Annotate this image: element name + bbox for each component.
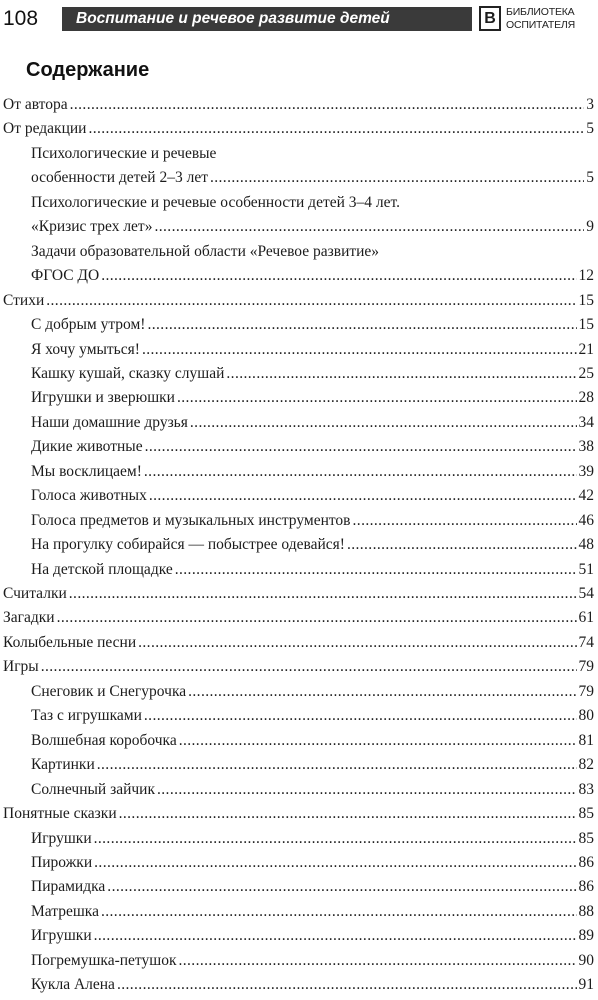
toc-entry-page: 15 xyxy=(578,291,594,309)
toc-entry-title: Наши домашние друзья xyxy=(31,413,188,431)
dot-leader xyxy=(177,387,577,409)
dot-leader xyxy=(69,583,577,605)
toc-entry-title: Голоса животных xyxy=(31,487,147,505)
toc-entry-page: 91 xyxy=(578,976,594,994)
toc-entry-title: Игрушки и зверюшки xyxy=(31,389,175,407)
dot-leader xyxy=(226,363,576,385)
dot-leader xyxy=(70,94,585,116)
dot-leader xyxy=(46,290,576,312)
dot-leader xyxy=(117,974,577,996)
toc-entry-page: 5 xyxy=(586,120,594,138)
toc-entry-page: 80 xyxy=(578,707,594,725)
toc-entry-page: 15 xyxy=(578,316,594,334)
toc-entry-title: Снеговик и Снегурочка xyxy=(31,682,187,700)
toc-entry-title: Колыбельные песни xyxy=(3,633,137,651)
toc-entry-title: На прогулку собирайся — побыстрее одевайся! xyxy=(31,536,345,554)
dot-leader xyxy=(178,950,576,972)
toc-entry-page: 34 xyxy=(578,413,594,431)
logo-text xyxy=(506,6,575,31)
toc-entry-page: 90 xyxy=(578,951,594,969)
toc-entry-title: Кашку кушай, сказку слушай xyxy=(31,364,225,382)
toc-entry-title: Понятные сказки xyxy=(3,805,117,823)
toc-entry-page: 21 xyxy=(578,340,594,358)
dot-leader xyxy=(97,754,577,776)
toc-entry-title: Загадки xyxy=(3,609,55,627)
toc-entry-page: 74 xyxy=(578,633,594,651)
toc-heading: Содержание xyxy=(26,59,150,81)
toc-entry-page: 88 xyxy=(578,902,594,920)
dot-leader xyxy=(149,485,577,507)
series-logo xyxy=(479,5,595,33)
dot-leader xyxy=(179,730,577,752)
toc-entry-title: От автора xyxy=(3,96,68,113)
toc-entry-page: 86 xyxy=(578,853,594,871)
toc-entry-page: 5 xyxy=(586,169,594,187)
dot-leader xyxy=(119,803,577,825)
toc-entry-title: С добрым утром! xyxy=(31,316,146,334)
toc-entry-page: 51 xyxy=(578,560,594,578)
toc-entry-page: 39 xyxy=(578,462,594,480)
toc-entry-page: 82 xyxy=(578,756,594,774)
toc-entry-page: 79 xyxy=(578,658,594,676)
toc-entry-page: 85 xyxy=(578,829,594,847)
dot-leader xyxy=(157,779,577,801)
toc-entry-title: Психологические и речевые xyxy=(31,144,217,162)
dot-leader xyxy=(175,559,577,581)
dot-leader xyxy=(41,656,577,678)
dot-leader xyxy=(188,681,576,703)
toc-entry-title: Я хочу умыться! xyxy=(31,340,140,358)
toc-entry-title: Психологические и речевые особенности детей 3–4 лет. xyxy=(31,193,400,211)
toc-entry-page: 54 xyxy=(578,585,594,602)
dot-leader xyxy=(144,705,577,727)
dot-leader xyxy=(88,118,584,140)
toc-entry-title: Пирожки xyxy=(31,853,93,871)
toc-entry-title: Таз с игрушками xyxy=(31,707,142,725)
toc-entry-page: 48 xyxy=(578,536,594,554)
dot-leader xyxy=(94,828,577,850)
dot-leader xyxy=(353,510,577,532)
running-header xyxy=(0,4,598,34)
toc-entry-page: 28 xyxy=(578,389,594,407)
toc-entry-page: 89 xyxy=(578,927,594,945)
toc-entry-title: Солнечный зайчик xyxy=(31,780,155,798)
dot-leader xyxy=(94,925,577,947)
toc-entry-title: Дикие животные xyxy=(31,438,143,456)
dot-leader xyxy=(101,265,576,287)
dot-leader xyxy=(57,607,577,629)
toc-entry-title: Игры xyxy=(3,658,39,676)
toc-entry-page: 83 xyxy=(578,780,594,798)
dot-leader xyxy=(94,852,576,874)
dot-leader xyxy=(347,534,577,556)
toc-entry-title: На детской площадке xyxy=(31,560,173,578)
toc-entry-page: 85 xyxy=(578,805,594,823)
dot-leader xyxy=(190,412,577,434)
toc-entry-title: Волшебная коробочка xyxy=(31,731,177,749)
logo-line-1: БИБЛИОТЕКА xyxy=(506,6,575,18)
toc-entry-title: Игрушки xyxy=(31,927,92,945)
toc-entry-title: особенности детей 2–3 лет xyxy=(31,169,208,187)
dot-leader xyxy=(101,901,577,923)
series-title-bar: Воспитание и речевое развитие детей xyxy=(62,7,472,31)
toc-entry-title: Погремушка-петушок xyxy=(31,951,177,969)
toc-entry-page: 61 xyxy=(578,609,594,627)
dot-leader xyxy=(147,314,576,336)
dot-leader xyxy=(107,876,576,898)
toc-entry-page: 81 xyxy=(578,731,594,749)
dot-leader xyxy=(154,216,584,238)
toc-entry-title: Игрушки xyxy=(31,829,92,847)
toc-entry-title: Пирамидка xyxy=(31,878,106,896)
dot-leader xyxy=(142,339,577,361)
dot-leader xyxy=(144,461,577,483)
toc-entry-title: Голоса предметов и музыкальных инструментов xyxy=(31,511,351,529)
toc-entry-title: Матрешка xyxy=(31,902,99,920)
logo-letter-icon: В xyxy=(479,6,501,31)
toc-entry-page: 25 xyxy=(578,364,594,382)
toc-entry-title: «Кризис трех лет» xyxy=(31,218,153,236)
dot-leader xyxy=(210,167,584,189)
toc-entry-title: От редакции xyxy=(3,120,87,138)
toc-entry-page: 12 xyxy=(578,267,594,285)
dot-leader xyxy=(138,632,576,654)
toc-entry-page: 9 xyxy=(586,218,594,236)
toc-entry-page: 3 xyxy=(586,96,594,113)
dot-leader xyxy=(145,436,577,458)
toc-entry-title: ФГОС ДО xyxy=(31,267,100,285)
toc-entry-title: Картинки xyxy=(31,756,95,774)
toc-entry-page: 46 xyxy=(578,511,594,529)
toc-entry-title: Задачи образовательной области «Речевое развитие» xyxy=(31,242,380,260)
page-number: 108 xyxy=(3,7,39,30)
toc-entry-title: Стихи xyxy=(3,291,45,309)
toc-entry-page: 79 xyxy=(578,682,594,700)
logo-line-2: ОСПИТАТЕЛЯ xyxy=(506,18,575,31)
toc-entry-page: 38 xyxy=(578,438,594,456)
toc-entry-title: Считалки xyxy=(3,585,67,602)
toc-entry-title: Кукла Алена xyxy=(31,976,115,994)
toc-entry-title: Мы восклицаем! xyxy=(31,462,142,480)
toc-entry-page: 42 xyxy=(578,487,594,505)
toc-entry-page: 86 xyxy=(578,878,594,896)
